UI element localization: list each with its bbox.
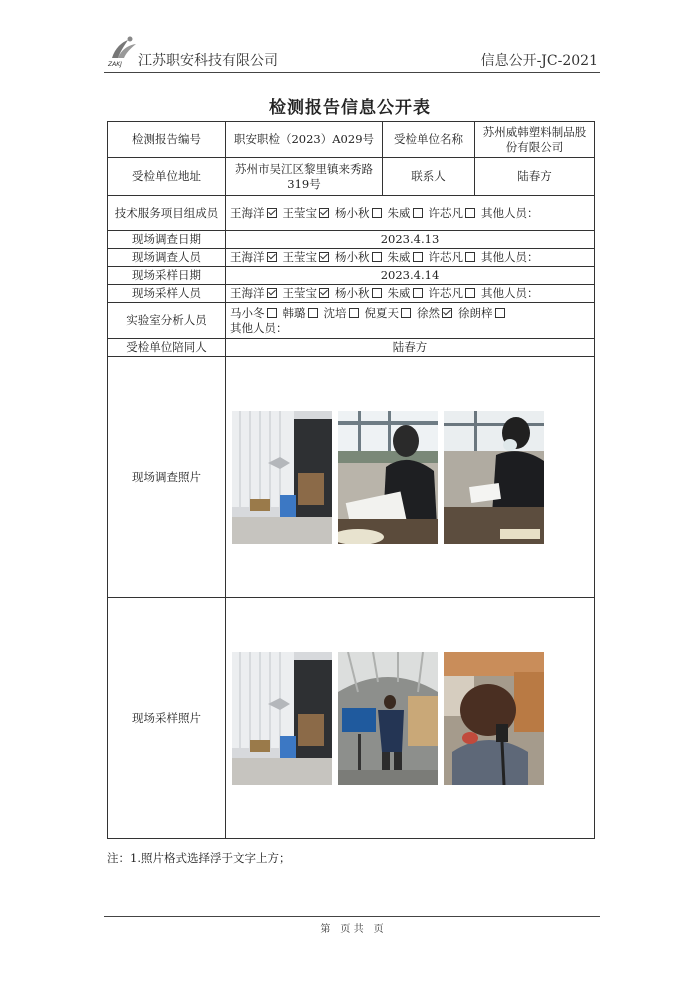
staff-name: 杨小秋 xyxy=(335,286,370,300)
checked-box-icon xyxy=(267,252,277,262)
logo-text: ZAKJ xyxy=(108,61,122,68)
staff-name: 许芯凡 xyxy=(428,250,463,264)
survey-photo-3 xyxy=(444,411,544,544)
contact-label: 联系人 xyxy=(383,158,475,196)
unchecked-box-icon xyxy=(349,308,359,318)
staff-name: 王海洋 xyxy=(230,250,265,264)
staff-name: 杨小秋 xyxy=(335,250,370,264)
staff-name: 许芯凡 xyxy=(428,286,463,300)
unchecked-box-icon xyxy=(372,208,382,218)
escort-value: 陆春方 xyxy=(226,339,595,357)
staff-name: 王海洋 xyxy=(230,286,265,300)
checked-box-icon xyxy=(319,252,329,262)
page-header xyxy=(104,36,600,73)
survey-date-value: 2023.4.13 xyxy=(226,231,595,249)
unchecked-box-icon xyxy=(372,252,382,262)
sampling-date-value: 2023.4.14 xyxy=(226,267,595,285)
survey-photos-cell xyxy=(226,357,595,598)
staff-name: 沈培 xyxy=(323,305,347,320)
staff-name: 王莹宝 xyxy=(282,286,317,300)
staff-name: 朱威 xyxy=(387,250,411,264)
staff-name: 杨小秋 xyxy=(335,205,370,220)
unchecked-box-icon xyxy=(413,208,423,218)
survey-staff-value xyxy=(226,249,595,267)
staff-name: 朱威 xyxy=(387,205,411,220)
report-no-label: 检测报告编号 xyxy=(108,122,226,158)
others-label: 其他人员： xyxy=(481,205,539,220)
address-value: 苏州市吴江区黎里镇来秀路319号 xyxy=(226,158,383,196)
survey-photo-2 xyxy=(338,411,438,544)
others-label: 其他人员： xyxy=(481,286,539,300)
unchecked-box-icon xyxy=(465,288,475,298)
checked-box-icon xyxy=(267,288,277,298)
unchecked-box-icon xyxy=(413,252,423,262)
survey-photo-1 xyxy=(232,411,332,544)
page-footer: 第 页 共 页 xyxy=(104,916,600,935)
staff-name: 徐然 xyxy=(417,305,440,320)
survey-photos-label: 现场调查照片 xyxy=(108,357,226,598)
lab-staff-label: 实验室分析人员 xyxy=(108,303,226,339)
note-text: 注：1.照片格式选择浮于文字上方； xyxy=(107,851,291,865)
escort-label: 受检单位陪同人 xyxy=(108,339,226,357)
staff-name: 王莹宝 xyxy=(282,205,317,220)
unchecked-box-icon xyxy=(401,308,411,318)
sampling-staff-label: 现场采样人员 xyxy=(108,285,226,303)
unchecked-box-icon xyxy=(308,308,318,318)
lab-others-label: 其他人员： xyxy=(230,320,288,335)
staff-name: 马小冬 xyxy=(230,305,265,320)
report-no-value: 职安职检（2023）A029号 xyxy=(226,122,383,158)
checked-box-icon xyxy=(442,308,452,318)
sampling-photos-cell xyxy=(226,598,595,839)
service-members-label: 技术服务项目组成员 xyxy=(108,196,226,231)
staff-name: 许芯凡 xyxy=(428,205,463,220)
staff-name: 徐朗梓 xyxy=(458,305,493,320)
unchecked-box-icon xyxy=(465,252,475,262)
staff-name: 王海洋 xyxy=(230,205,265,220)
service-members-value xyxy=(226,196,595,231)
page-title: 检测报告信息公开表 xyxy=(269,98,431,118)
unit-name-value: 苏州威韩塑料制品股份有限公司 xyxy=(475,122,595,158)
staff-name: 朱威 xyxy=(387,286,411,300)
unchecked-box-icon xyxy=(465,208,475,218)
sampling-photo-2 xyxy=(338,652,438,785)
document-number: 信息公开-JC-2021 xyxy=(480,53,598,69)
checked-box-icon xyxy=(319,208,329,218)
staff-name: 王莹宝 xyxy=(282,250,317,264)
address-label: 受检单位地址 xyxy=(108,158,226,196)
checked-box-icon xyxy=(319,288,329,298)
unchecked-box-icon xyxy=(372,288,382,298)
staff-name: 倪夏天 xyxy=(364,305,399,320)
sampling-staff-value xyxy=(226,285,595,303)
unchecked-box-icon xyxy=(495,308,505,318)
survey-staff-label: 现场调查人员 xyxy=(108,249,226,267)
lab-staff-value xyxy=(226,303,595,339)
unchecked-box-icon xyxy=(413,288,423,298)
survey-date-label: 现场调查日期 xyxy=(108,231,226,249)
report-info-table xyxy=(107,121,595,839)
sampling-photos-label: 现场采样照片 xyxy=(108,598,226,839)
others-label: 其他人员： xyxy=(481,250,539,264)
sampling-photo-1 xyxy=(232,652,332,785)
unit-name-label: 受检单位名称 xyxy=(383,122,475,158)
contact-value: 陆春方 xyxy=(475,158,595,196)
sampling-date-label: 现场采样日期 xyxy=(108,267,226,285)
staff-name: 韩璐 xyxy=(282,305,306,320)
sampling-photo-3 xyxy=(444,652,544,785)
company-name: 江苏职安科技有限公司 xyxy=(138,53,278,69)
unchecked-box-icon xyxy=(267,308,277,318)
checked-box-icon xyxy=(267,208,277,218)
lab-staff-list xyxy=(230,306,590,321)
